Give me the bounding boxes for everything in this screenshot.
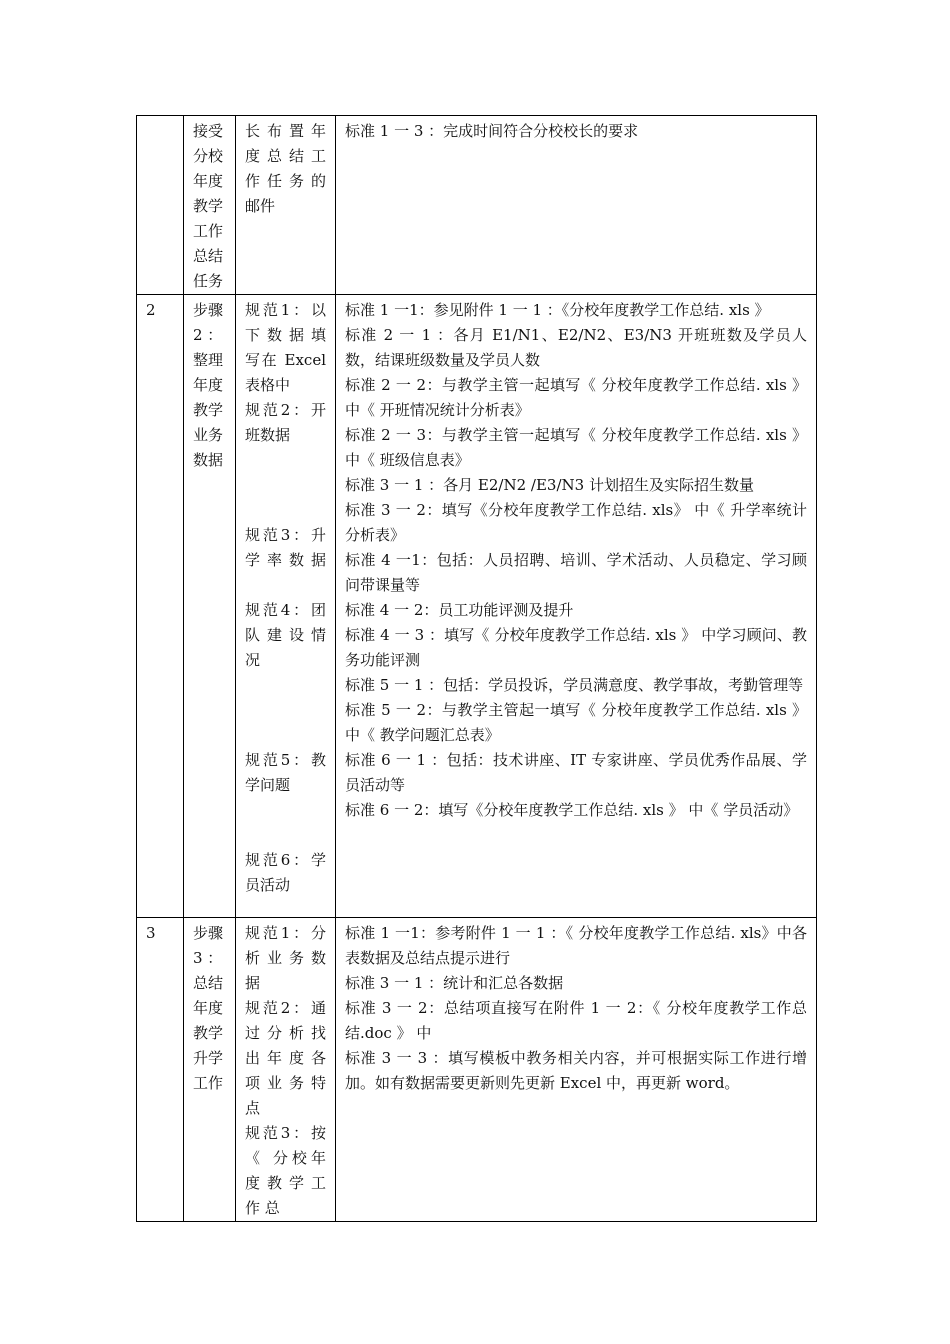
step-line: 总结 xyxy=(193,974,224,992)
spec-line: 学率数据 xyxy=(245,551,326,569)
spec-line: 员活动 xyxy=(245,876,291,894)
spec-line: 下数据填 xyxy=(245,326,326,344)
standard-item: 标准 4 一1：包括：人员招聘、培训、学术活动、人员稳定、学习顾问带课量等 xyxy=(345,551,807,594)
spec-line: 表格中 xyxy=(245,376,291,394)
step-line: 数据 xyxy=(193,451,224,469)
step-line: 工作 xyxy=(193,222,224,240)
spec-line: 况 xyxy=(245,651,261,669)
step-line: 业务 xyxy=(193,426,224,444)
spec-item xyxy=(245,921,326,996)
spec-line: 队建设情 xyxy=(245,626,326,644)
step-line: 步骤 xyxy=(193,301,224,319)
spec-line: 规范1：分 xyxy=(245,924,326,942)
step-cell xyxy=(184,918,236,1222)
step-line: 年度 xyxy=(193,376,224,394)
standard-item: 标准 6 一 1 ：包括：技术讲座、IT 专家讲座、学员优秀作品展、学员活动等 xyxy=(345,751,807,794)
spec-item xyxy=(245,119,326,219)
spec-cell xyxy=(236,116,336,295)
spec-item xyxy=(245,298,326,398)
standards-table xyxy=(136,115,817,1222)
standard-item: 标准 1 一 3 ：完成时间符合分校校长的要求 xyxy=(345,122,639,140)
table-row xyxy=(137,918,817,1222)
standard-item: 标准 5 一 2：与教学主管起一填写《 分校年度教学工作总结. xls 》 中《 教学问题汇总表》 xyxy=(345,701,807,744)
standard-item: 标准 2 一 2：与教学主管一起填写《 分校年度教学工作总结. xls 》 中《 开班情况统计分析表》 xyxy=(345,376,807,419)
spec-line: 过分析找 xyxy=(245,1024,326,1042)
spec-line: 度总结工 xyxy=(245,147,326,165)
standard-item: 标准 3 一 1 ：各月 E2/N2 /E3/N3 计划招生及实际招生数量 xyxy=(345,476,754,494)
standards-cell xyxy=(336,116,817,295)
spec-line: 据 xyxy=(245,974,261,992)
standard-item: 标准 2 一 1 ：各月 E1/N1、E2/N2、E3/N3 开班班数及学员人数，结课班级数量及学员人数 xyxy=(345,326,807,369)
row-number: 2 xyxy=(137,295,184,918)
standard-item: 标准 2 一 3：与教学主管一起填写《 分校年度教学工作总结. xls 》 中《 班级信息表》 xyxy=(345,426,807,469)
spec-line: 班数据 xyxy=(245,426,291,444)
standard-item: 标准 4 一 3 ：填写《 分校年度教学工作总结. xls 》 中学习顾问、教务功能评测 xyxy=(345,626,807,669)
standard-item: 标准 5 一 1 ：包括：学员投诉，学员满意度、教学事故，考勤管理等 xyxy=(345,676,804,694)
row-number xyxy=(137,116,184,295)
standard-item: 标准 1 一1：参见附件 1 一 1 ：《分校年度教学工作总结. xls 》 xyxy=(345,301,770,319)
step-line: 年度 xyxy=(193,172,224,190)
standard-item: 标准 3 一 3 ：填写模板中教务相关内容，并可根据实际工作进行增加。如有数据需要更新则先更新 Excel 中，再更新 word。 xyxy=(345,1049,807,1092)
spec-item xyxy=(245,848,326,898)
spec-cell xyxy=(236,918,336,1222)
spec-line: 规范5：教 xyxy=(245,751,326,769)
spec-line: 点 xyxy=(245,1099,261,1117)
spec-line: 长布置年 xyxy=(245,122,326,140)
table-row xyxy=(137,295,817,918)
standard-item: 标准 3 一 2：总结项直接写在附件 1 一 2：《 分校年度教学工作总结.doc 》 中 xyxy=(345,999,807,1042)
step-line: 分校 xyxy=(193,147,224,165)
spec-line: 写在 Excel xyxy=(245,351,326,369)
spec-line: 规范2：开 xyxy=(245,401,326,419)
spec-line: 规范1：以 xyxy=(245,301,326,319)
standard-item: 标准 6 一 2：填写《分校年度教学工作总结. xls 》 中《 学员活动》 xyxy=(345,801,799,819)
spec-item xyxy=(245,748,326,798)
step-line: 年度 xyxy=(193,999,224,1017)
spec-line: 规范4：团 xyxy=(245,601,326,619)
step-cell xyxy=(184,116,236,295)
standard-item: 标准 3 一 2：填写《分校年度教学工作总结. xls》 中《 升学率统计分析表》 xyxy=(345,501,807,544)
step-line: 接受 xyxy=(193,122,224,140)
step-line: 教学 xyxy=(193,197,224,215)
spec-line: 规范2：通 xyxy=(245,999,326,1017)
spec-line: 出年度各 xyxy=(245,1049,326,1067)
step-line: 教学 xyxy=(193,401,224,419)
spec-cell xyxy=(236,295,336,918)
row-number: 3 xyxy=(137,918,184,1222)
standards-cell xyxy=(336,918,817,1222)
spec-line: 度教学工 xyxy=(245,1174,326,1192)
spec-line: 作 总 xyxy=(245,1199,280,1217)
step-cell xyxy=(184,295,236,918)
step-line: 升学 xyxy=(193,1049,224,1067)
step-line: 总结 xyxy=(193,247,224,265)
table-row xyxy=(137,116,817,295)
spec-item xyxy=(245,523,326,573)
step-line: 2 ： xyxy=(193,326,223,344)
spec-line: 学问题 xyxy=(245,776,291,794)
spec-line: 规范3：按 xyxy=(245,1124,326,1142)
standard-item: 标准 1 一1：参考附件 1 一 1 ：《 分校年度教学工作总结. xls》中各表数据及总结点提示进行 xyxy=(345,924,807,967)
spec-line: 《 分校年 xyxy=(245,1149,326,1167)
spec-line: 作任务的 xyxy=(245,172,326,190)
spec-item xyxy=(245,598,326,673)
step-line: 步骤 xyxy=(193,924,224,942)
spec-line: 规范3：升 xyxy=(245,526,326,544)
spec-item xyxy=(245,1121,326,1221)
spec-item xyxy=(245,996,326,1121)
step-line: 教学 xyxy=(193,1024,224,1042)
spec-line: 规范6：学 xyxy=(245,851,326,869)
standard-item: 标准 3 一 1 ：统计和汇总各数据 xyxy=(345,974,564,992)
standard-item: 标准 4 一 2：员工功能评测及提升 xyxy=(345,601,574,619)
step-line: 任务 xyxy=(193,272,224,290)
step-line: 工作 xyxy=(193,1074,224,1092)
spec-line: 邮件 xyxy=(245,197,276,215)
standards-cell xyxy=(336,295,817,918)
spec-item xyxy=(245,398,326,448)
spec-line: 析业务数 xyxy=(245,949,326,967)
step-line: 整理 xyxy=(193,351,224,369)
spec-line: 项业务特 xyxy=(245,1074,326,1092)
step-line: 3 ： xyxy=(193,949,223,967)
